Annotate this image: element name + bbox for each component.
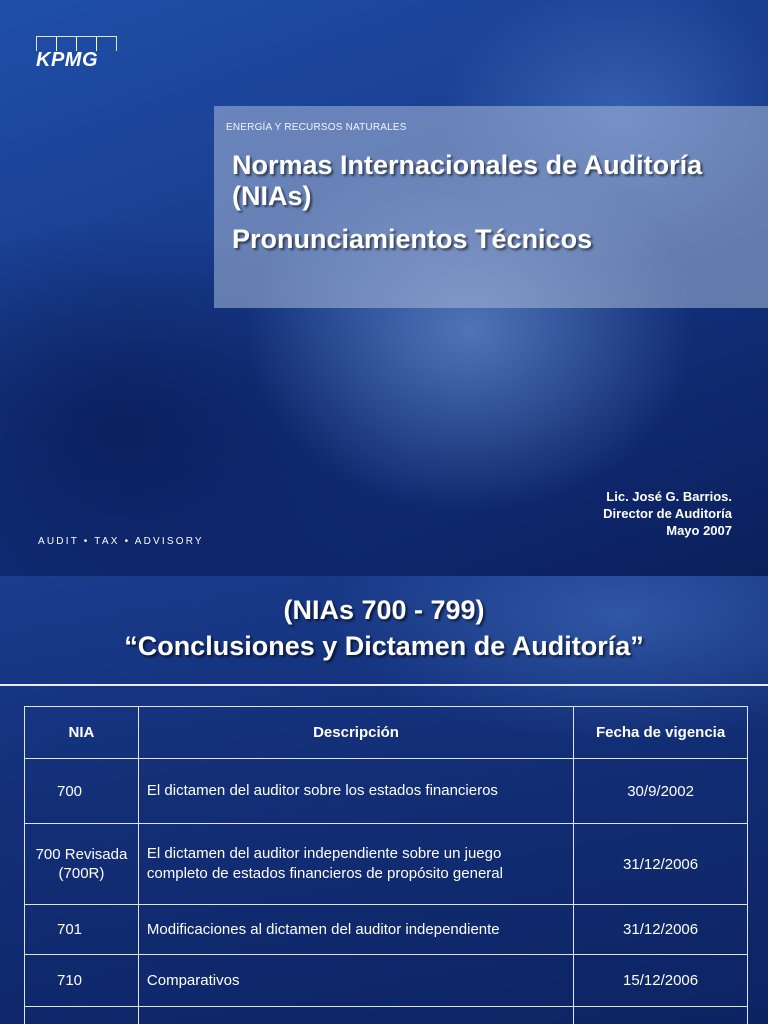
kpmg-logo [36,36,116,70]
table-row [25,1007,748,1024]
nia-cell: 700 [25,759,139,824]
date-cell [574,1007,748,1024]
column-header-description: Descripción [138,707,573,759]
description-cell: Comparativos [138,955,573,1007]
table-row [25,759,748,824]
date-cell: 30/9/2002 [574,759,748,824]
author-role: Director de Auditoría [603,506,732,521]
logo-text: KPMG [36,49,98,71]
date-cell: 31/12/2006 [574,824,748,905]
description-cell: El dictamen del auditor sobre los estados financieros [138,759,573,824]
description-cell: El dictamen del auditor independiente sobre un juego completo de estados financieros de propósito general [138,824,573,905]
date-cell: 31/12/2006 [574,905,748,955]
table-header-row [25,707,748,759]
nia-table [24,706,748,1024]
presentation-subtitle: Pronunciamientos Técnicos [232,224,593,254]
tagline: AUDIT • TAX • ADVISORY [38,536,204,547]
table-row [25,905,748,955]
heading-line-1: (NIAs 700 - 799) [283,595,485,625]
presentation-title: Normas Internacionales de Auditoría (NIAs) [232,150,703,211]
author-name: Lic. José G. Barrios. [606,489,732,504]
heading-line-2: “Conclusiones y Dictamen de Auditoría” [124,631,644,661]
column-header-nia: NIA [25,707,139,759]
description-cell: Modificaciones al dictamen del auditor independiente [138,905,573,955]
table-row [25,824,748,905]
nia-cell: 710 [25,955,139,1007]
presentation-date: Mayo 2007 [666,523,732,538]
nia-cell: 701 [25,905,139,955]
column-header-date: Fecha de vigencia [574,707,748,759]
description-cell [138,1007,573,1024]
table-row [25,955,748,1007]
author-block [603,488,732,539]
date-cell: 15/12/2006 [574,955,748,1007]
content-slide [0,576,768,1024]
slide-heading [0,592,768,664]
nia-cell [25,1007,139,1024]
heading-divider [0,684,768,686]
nia-cell: 700 Revisada (700R) [25,824,139,905]
sector-label: ENERGÍA Y RECURSOS NATURALES [226,122,407,133]
title-panel [214,106,768,308]
